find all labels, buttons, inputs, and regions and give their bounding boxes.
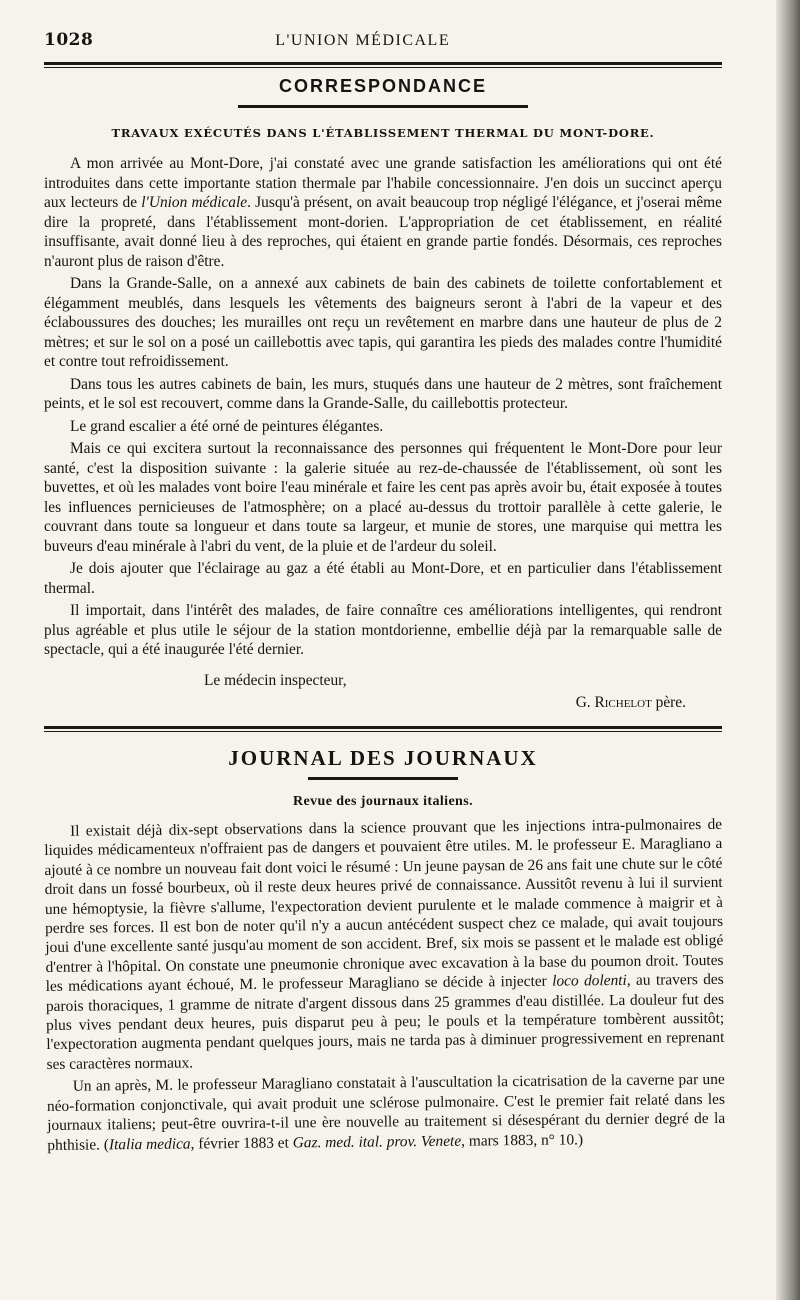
header-rule: [44, 62, 722, 65]
section-divider: [44, 726, 722, 732]
signature-title: Le médecin inspecteur,: [204, 671, 347, 689]
correspondance-body: [44, 154, 722, 660]
paragraph: Mais ce qui excitera surtout la reconnaissance des personnes qui fréquentent le Mont-Dore pour leur santé, c'est la disposition suivante : la galerie située au rez-de-chaussée de l'établissement, où sont les buvettes, et où les malades vont boire l'eau minérale et faire les cent pas après avoir bu, était exposée à toutes les influences pernicieuses de l'atmosphère; on a placé au-dessus du trottoir parallèle à cette galerie, le couvrant dans toute sa longueur et dans toute sa largeur, et munie de stores, une marquise qui mettra les buveurs d'eau minérale à l'abri du vent, de la pluie et de l'ardeur du soleil.: [44, 440, 722, 555]
running-title: L'UNION MÉDICALE: [275, 32, 451, 49]
paragraph: Le grand escalier a été orné de peintures élégantes.: [70, 417, 384, 435]
text-run: . Jusqu'à présent, on avait beaucoup trop négligé l'élégance, et j'oserai même dire la propreté, dans l'établissement mont-dorien. L'appropriation de cet établissement, en réalité insuffisante, avait donné lieu à des reproches, qui étaient en grande partie fondés. Désormais, ces reproches n'auront plus de raison d'être.: [44, 194, 722, 270]
text-run: Il existait déjà dix-sept observations dans la science prouvant que les injections intra-pulmonaires de liquides médicamenteux n'offraient pas de dangers et pouvaient être utiles. M. le professeur E. Maragliano a ajouté à ce nombre un nouveau fait dont voici le résumé : Un jeune paysan de 26 ans fait une chute sur le côté droit dans un fossé bourbeux, où il reste deux heures privé de connaissance. Aussitôt revenu à lui il survient une hémoptysie, la fièvre s'allume, l'expectoration devient purulente et le malade commence à maigrir et à perdre ses forces. Il est bon de noter qu'il n'y a aucun antécédent suspect chez ce malade, qui avait toujours joui d'une excellente santé jusqu'au moment de son accident. Bref, six mois se passent et le malade est obligé d'entrer à l'hôpital. On constate une pneumonie chronique avec excavation à la base du poumon droit. Toutes les médications ayant échoué, M. le professeur Maragliano se décide à injecter: [44, 815, 724, 995]
italic-text: l'Union médicale: [141, 194, 248, 211]
section-title: CORRESPONDANCE: [278, 76, 488, 96]
journal-title-rule: [308, 777, 458, 780]
text-run: , mars 1883, n° 10.): [461, 1130, 584, 1149]
paragraph: Dans tous les autres cabinets de bain, les murs, stuqués dans une hauteur de 2 mètres, sont fraîchement peints, et le sol est recouvert, comme dans la Grande-Salle, du caillebottis protecteur.: [44, 375, 722, 412]
text-run: A mon arrivée au Mont-Dore, j'ai constaté avec une grande satisfaction les améliorations qui ont été introduites dans cette importante station thermale par l'habile concessionnaire. J'en dois un succinct aperçu aux lecteurs de: [44, 155, 722, 211]
journal-title: JOURNAL DES JOURNAUX: [228, 745, 538, 770]
paragraph: [44, 154, 722, 271]
paragraph: Je dois ajouter que l'éclairage au gaz a été établi au Mont-Dore, et en particulier dans l'établissement thermal.: [44, 560, 722, 597]
paragraph: [44, 814, 725, 1073]
section-title-rule: [238, 105, 528, 108]
signature-suffix: père.: [651, 693, 686, 711]
running-header: [44, 30, 722, 50]
revue-heading: Revue des journaux italiens.: [293, 793, 473, 809]
book-binding-edge: [776, 0, 800, 1300]
section-subtitle: TRAVAUX EXÉCUTÉS DANS L'ÉTABLISSEMENT THERMAL DU MONT-DORE.: [111, 126, 655, 140]
paragraph: Dans la Grande-Salle, on a annexé aux cabinets de bain des cabinets de toilette confortablement et élégamment meublés, dans lesquels les vêtements des baigneurs seront à l'abri de la vapeur et des éclaboussures des douches; les murailles ont reçu un revêtement en marbre dans une hauteur de plus de 2 mètres; et sur le sol on a posé un caillebottis avec tapis, qui garantira les pieds des malades contre l'humidité et contre tout refroidissement.: [44, 275, 722, 370]
text-run: Un an après, M. le professeur Maragliano constatait à l'auscultation la cicatrisation de la caverne par une néo-formation conjonctivale, qui avait produit une sclérose pulmonaire. C'est le premier fait relaté dans les journaux italiens; peut-être ouvrira-t-il une ère nouvelle au traitement si désespérant du dernier degré de la phthisie. (: [46, 1070, 726, 1153]
italic-text: loco dolenti: [552, 971, 627, 990]
italic-text: Italia medica: [108, 1134, 191, 1153]
header-rule-thin: [44, 67, 722, 68]
italic-text: Gaz. med. ital. prov. Venete: [292, 1131, 462, 1151]
text-run: , février 1883 et: [190, 1133, 293, 1152]
journal-body: [44, 814, 725, 1154]
paragraph: Il importait, dans l'intérêt des malades, de faire connaître ces améliorations intelligentes, qui rendront plus agréable et plus utile le séjour de la station montdorienne, embellie déjà par la remarquable salle de spectacle, qui a été inaugurée l'été dernier.: [44, 602, 722, 658]
paragraph: [47, 1070, 726, 1155]
page-number: 1028: [44, 30, 94, 50]
signature-surname: Richelot: [594, 693, 652, 711]
signature-name: [44, 694, 686, 712]
page-content: [44, 0, 726, 1154]
signature-initial: G.: [575, 693, 595, 711]
text-run: , au travers des parois thoraciques, 1 gramme de nitrate d'argent dissous dans 25 grammes d'eau distillée. La douleur fut des plus vives pendant deux heures, puis disparut peu à peu; le pouls et la température tombèrent aussitôt; l'expectoration augmenta pendant quelques jours, mais ne tarda pas à diminuer progressivement en reprenant ses caractères normaux.: [45, 970, 725, 1073]
